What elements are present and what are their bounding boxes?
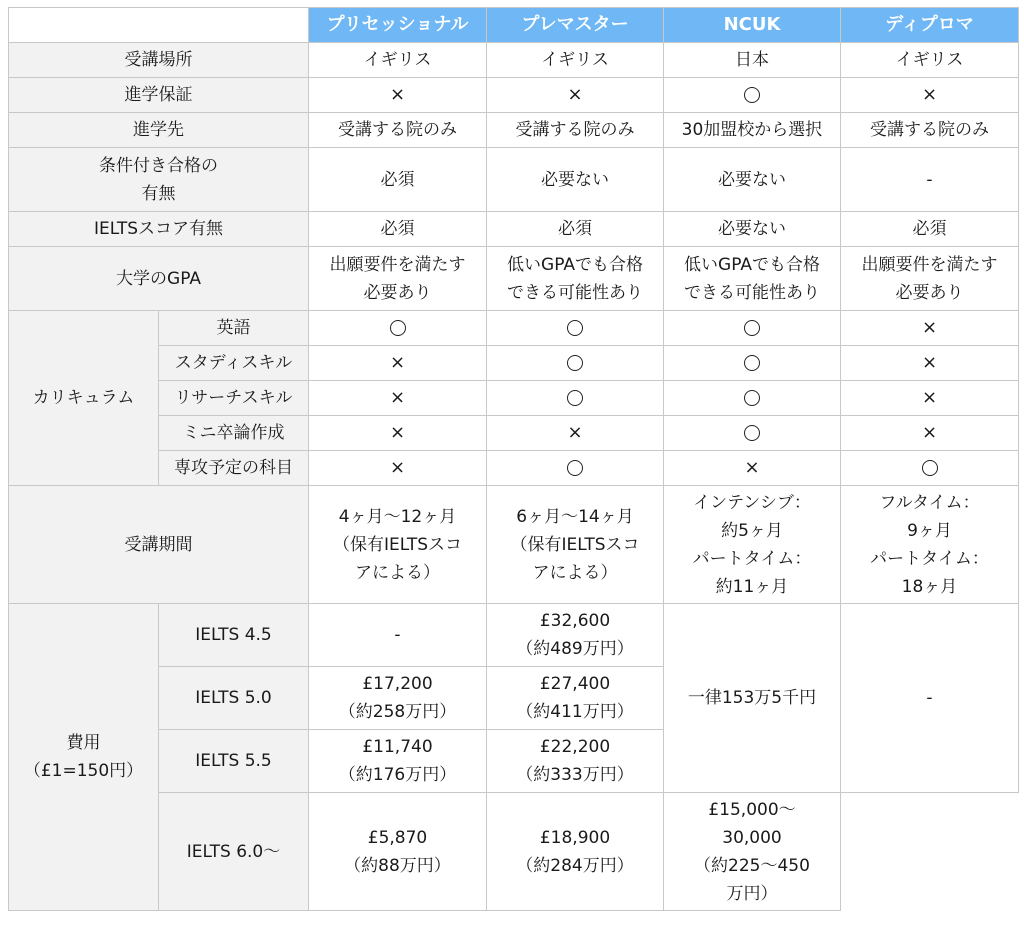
circle-icon — [567, 460, 583, 476]
row-label: 大学のGPA — [9, 247, 309, 311]
cell-line: £22,200 — [539, 737, 611, 757]
cell: 必要ない — [664, 212, 841, 247]
cell-line: パートタイム： — [870, 548, 989, 569]
cell-line: （保有IELTSスコ — [510, 534, 640, 555]
cross-icon: × — [664, 451, 841, 486]
row-destination — [9, 113, 1019, 148]
row-curriculum-english — [9, 311, 1019, 346]
cell — [487, 730, 664, 793]
cell: 必須 — [841, 212, 1019, 247]
cell: - — [309, 604, 487, 667]
cell-line: 低いGPAでも合格 — [684, 254, 820, 275]
cell-line: 必要あり — [895, 282, 964, 303]
cell-line: 30,000 — [722, 827, 782, 848]
cell-line: パートタイム： — [692, 548, 812, 569]
cell-diploma-fee-upper: - — [841, 604, 1019, 793]
cell: 必要ない — [487, 148, 664, 212]
row-conditional — [9, 148, 1019, 212]
header-ncuk: NCUK — [664, 8, 841, 43]
cell — [664, 416, 841, 451]
sub-label: IELTS 5.0 — [159, 667, 309, 730]
header-diploma: ディプロマ — [841, 8, 1019, 43]
row-location — [9, 43, 1019, 78]
cell — [841, 486, 1019, 604]
cell-line: （約176万円） — [338, 765, 457, 785]
cell-line: 万円） — [726, 883, 778, 904]
cell-line: できる可能性あり — [684, 282, 820, 303]
cell-line: アによる） — [355, 562, 440, 583]
cell — [664, 486, 841, 604]
cross-icon: × — [841, 381, 1019, 416]
circle-icon — [744, 390, 760, 406]
sub-label: リサーチスキル — [159, 381, 309, 416]
cell-line: 必要あり — [363, 282, 432, 303]
row-label: IELTSスコア有無 — [9, 212, 309, 247]
cell — [664, 346, 841, 381]
cell — [309, 247, 487, 311]
cross-icon: × — [487, 416, 664, 451]
row-label: 進学保証 — [9, 78, 309, 113]
cell-line: £17,200 — [362, 674, 433, 694]
circle-icon — [922, 460, 938, 476]
cell — [309, 311, 487, 346]
cell — [487, 311, 664, 346]
cell-line: 出願要件を満たす — [861, 254, 998, 275]
circle-icon — [390, 320, 406, 336]
sub-label: ミニ卒論作成 — [159, 416, 309, 451]
cross-icon: × — [309, 381, 487, 416]
label-line: 費用 — [66, 733, 101, 753]
cell-line: £18,900 — [539, 827, 611, 848]
cell-line: （約284万円） — [516, 855, 634, 876]
cell — [487, 346, 664, 381]
cell — [664, 247, 841, 311]
cell: 必須 — [309, 148, 487, 212]
cell — [487, 667, 664, 730]
row-label: 進学先 — [9, 113, 309, 148]
cell: - — [841, 148, 1019, 212]
cell-line: £32,600 — [539, 611, 611, 631]
cell-line: インテンシブ： — [693, 492, 811, 513]
cell: イギリス — [841, 43, 1019, 78]
cell — [841, 247, 1019, 311]
cell — [664, 793, 841, 911]
sub-label: 専攻予定の科目 — [159, 451, 309, 486]
cell: イギリス — [309, 43, 487, 78]
curriculum-label: カリキュラム — [9, 311, 159, 486]
cell-line: 低いGPAでも合格 — [507, 254, 643, 275]
cell-line: （約88万円） — [344, 855, 451, 876]
cross-icon: × — [841, 346, 1019, 381]
corner-cell — [9, 8, 309, 43]
cell-line: （約489万円） — [516, 639, 634, 659]
cell — [309, 486, 487, 604]
cell-line: アによる） — [532, 562, 618, 583]
cell-line: （約258万円） — [338, 702, 457, 722]
cell — [487, 486, 664, 604]
cell-line: 18ヶ月 — [901, 576, 958, 597]
cell-line: （約411万円） — [516, 702, 634, 722]
cell: 必須 — [487, 212, 664, 247]
cell-line: 約11ヶ月 — [715, 576, 789, 597]
cell — [487, 247, 664, 311]
circle-icon — [744, 87, 760, 103]
row-guarantee — [9, 78, 1019, 113]
cell: 必要ない — [664, 148, 841, 212]
cell — [309, 667, 487, 730]
cross-icon: × — [841, 78, 1019, 113]
circle-icon — [567, 355, 583, 371]
cell-ncuk-fee: 一律153万5千円 — [664, 604, 841, 793]
cell-line: （約333万円） — [516, 765, 634, 785]
row-label: 受講期間 — [9, 486, 309, 604]
row-fee-ielts-4-5 — [9, 604, 1019, 667]
cell — [664, 78, 841, 113]
cross-icon: × — [309, 346, 487, 381]
cell: 受講する院のみ — [309, 113, 487, 148]
sub-label: 英語 — [159, 311, 309, 346]
cell: 30加盟校から選択 — [664, 113, 841, 148]
cell — [664, 311, 841, 346]
cell — [487, 381, 664, 416]
circle-icon — [567, 320, 583, 336]
cell-line: できる可能性あり — [507, 282, 643, 303]
cross-icon: × — [309, 451, 487, 486]
cross-icon: × — [841, 416, 1019, 451]
cell: 受講する院のみ — [841, 113, 1019, 148]
row-label — [9, 148, 309, 212]
label-line: 条件付き合格の — [99, 155, 218, 176]
row-duration — [9, 486, 1019, 604]
cell — [309, 730, 487, 793]
circle-icon — [744, 355, 760, 371]
cell-line: £27,400 — [539, 674, 611, 694]
row-curriculum-research-skill — [9, 381, 1019, 416]
row-ielts-required — [9, 212, 1019, 247]
cell-line: 9ヶ月 — [907, 520, 952, 541]
header-pre-master: プレマスター — [487, 8, 664, 43]
cell-line: （保有IELTSスコ — [332, 534, 463, 555]
circle-icon — [567, 390, 583, 406]
cell-line: フルタイム： — [879, 492, 980, 513]
cell: 日本 — [664, 43, 841, 78]
sub-label: IELTS 4.5 — [159, 604, 309, 667]
cross-icon: × — [487, 78, 664, 113]
cell — [487, 451, 664, 486]
cell-line: 4ヶ月〜12ヶ月 — [338, 506, 457, 527]
comparison-table — [8, 7, 1019, 911]
row-gpa — [9, 247, 1019, 311]
cell — [487, 604, 664, 667]
cell-line: （約225〜450 — [694, 855, 810, 876]
circle-icon — [744, 425, 760, 441]
sub-label: IELTS 6.0〜 — [159, 793, 309, 911]
fee-label — [9, 604, 159, 911]
cell: イギリス — [487, 43, 664, 78]
row-fee-ielts-6-0 — [9, 793, 1019, 911]
cell-line: £15,000〜 — [708, 799, 796, 820]
header-row — [9, 8, 1019, 43]
header-pre-sessional: プリセッショナル — [309, 8, 487, 43]
label-line: 有無 — [141, 183, 176, 204]
cell-line: 約5ヶ月 — [721, 520, 783, 541]
cell-line: 6ヶ月〜14ヶ月 — [516, 506, 634, 527]
sub-label: スタディスキル — [159, 346, 309, 381]
cross-icon: × — [841, 311, 1019, 346]
cell: 必須 — [309, 212, 487, 247]
circle-icon — [744, 320, 760, 336]
cell: 受講する院のみ — [487, 113, 664, 148]
row-curriculum-mini-thesis — [9, 416, 1019, 451]
cell — [309, 793, 487, 911]
cell-line: 出願要件を満たす — [329, 254, 466, 275]
cell-line: £11,740 — [362, 737, 433, 757]
cell — [841, 451, 1019, 486]
label-line: （£1=150円） — [23, 761, 144, 781]
row-curriculum-major-subject — [9, 451, 1019, 486]
cross-icon: × — [309, 78, 487, 113]
sub-label: IELTS 5.5 — [159, 730, 309, 793]
cell-line: £5,870 — [367, 827, 428, 848]
cell — [664, 381, 841, 416]
row-curriculum-study-skill — [9, 346, 1019, 381]
cross-icon: × — [309, 416, 487, 451]
row-label: 受講場所 — [9, 43, 309, 78]
cell — [487, 793, 664, 911]
